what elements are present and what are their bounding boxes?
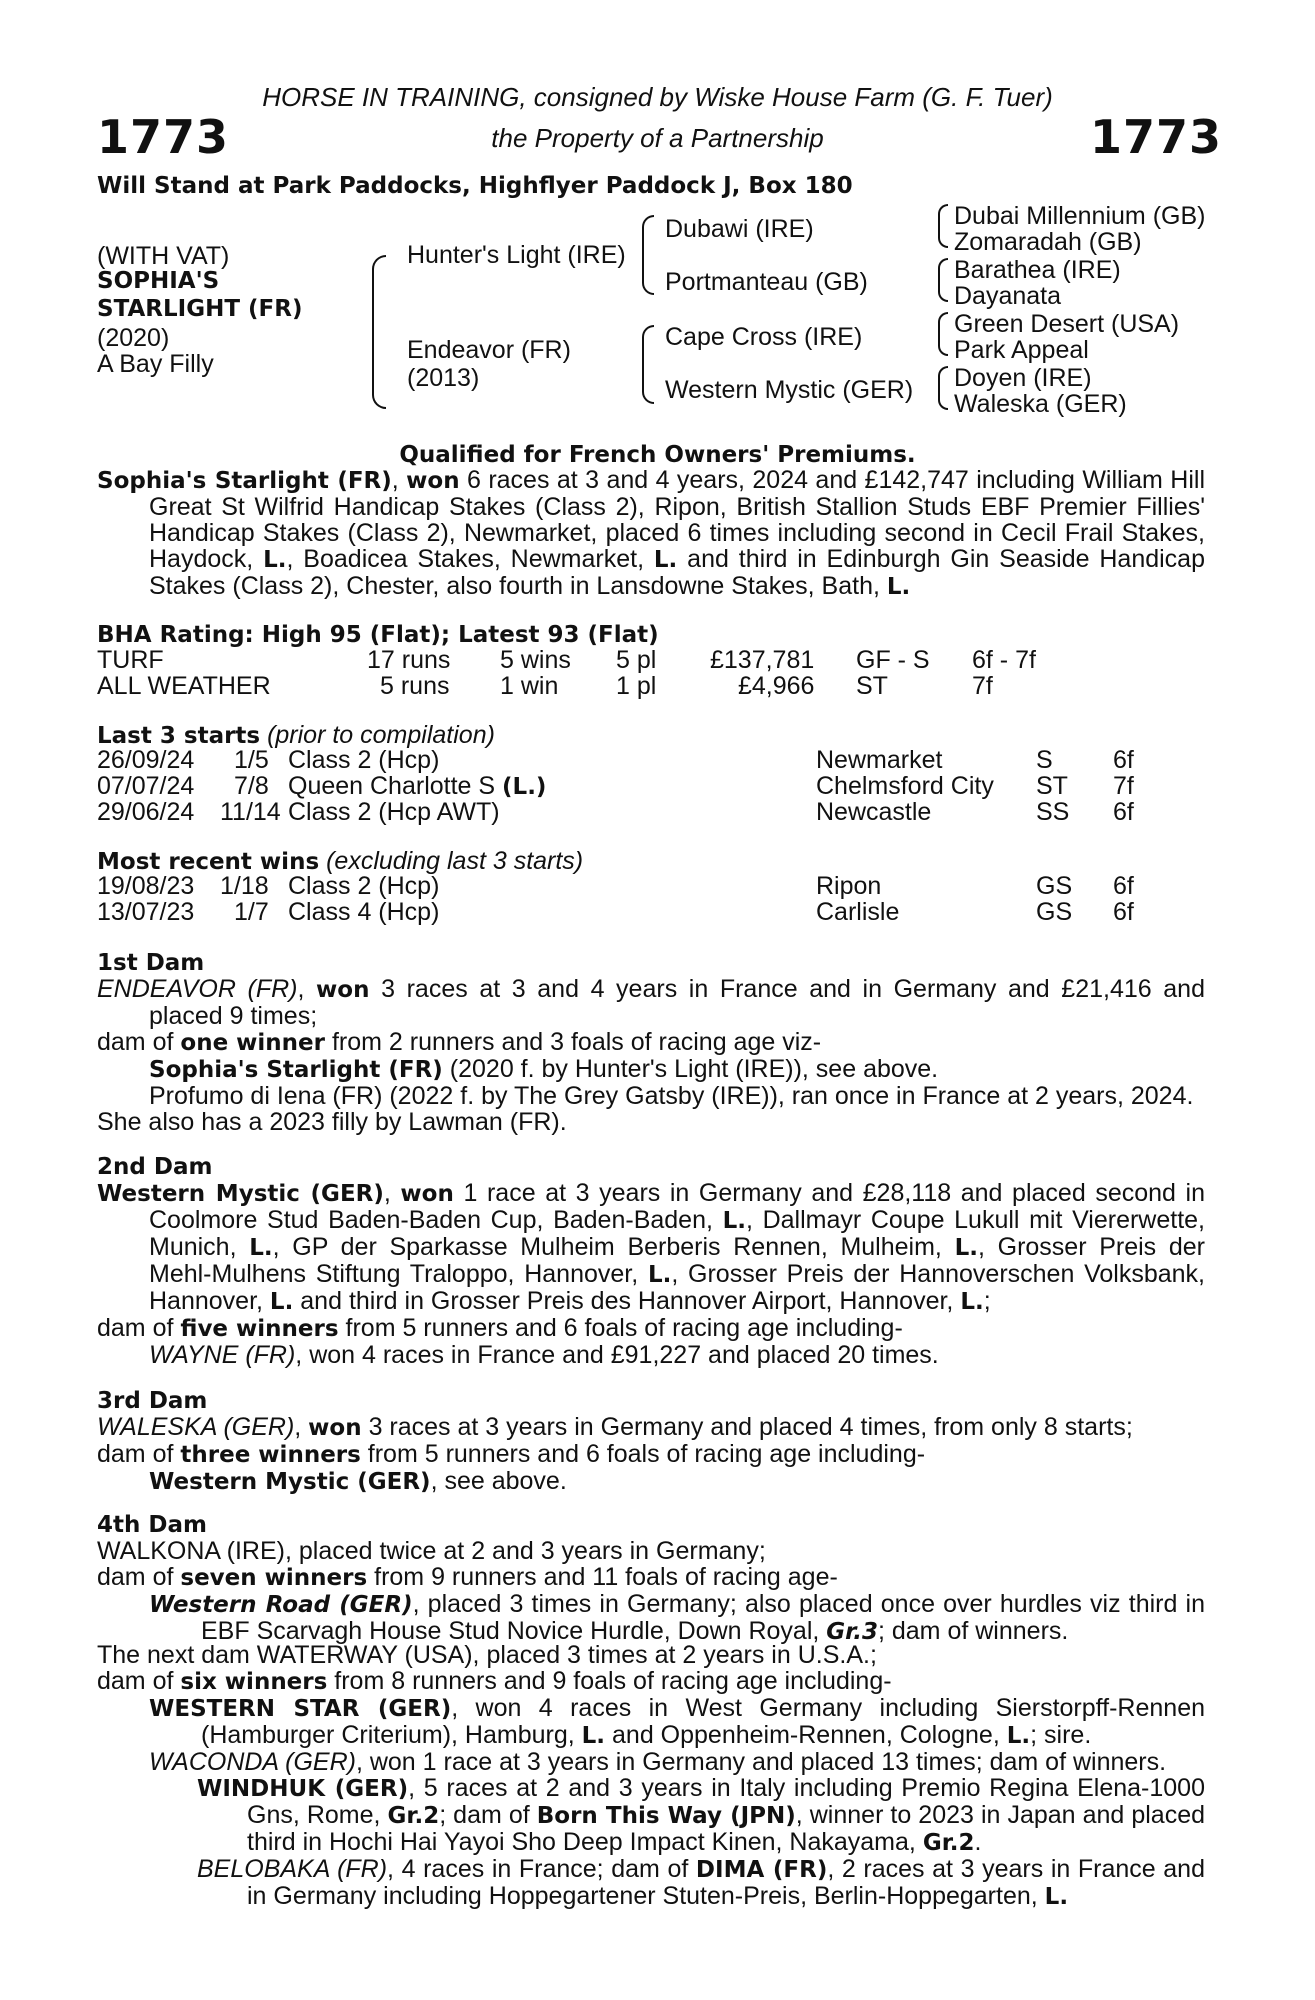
fourth-dam-damof-text: from 9 runners and 11 foals of racing age- — [374, 1563, 838, 1591]
fourth-dam-section — [97, 1512, 1205, 1645]
recent-row1-date: 19/08/23 — [97, 872, 195, 900]
dima-name: DIMA (FR) — [695, 1857, 828, 1883]
race-summary: Sophia's Starlight (FR), won 6 races at 3 and 4 years, 2024 and £142,747 including William Hill Great St Wilfrid Handicap Stakes (Class 2), Ripon, British Stallion Studs EBF Premier Fillies' Handicap Stakes (Class 2), Newmarket, placed 6 times including second in Cecil Frail Stakes, Haydock, L., Boadicea Stakes, Newmarket, L. and third in Edinburgh Gin Seaside Handicap Stakes (Class 2), Chester, also fourth in Lansdowne Stakes, Bath, L. — [97, 466, 1205, 600]
second-dam-damof-text: from 5 runners and 6 foals of racing age including- — [345, 1314, 903, 1342]
born-this-way-name: Born This Way (JPN) — [536, 1803, 796, 1829]
listed-mark: L. — [263, 547, 287, 573]
first-dam-heading: 1st Dam — [97, 950, 205, 976]
pedigree-g6: Park Appeal — [954, 336, 1089, 364]
pedigree-brace-sire — [642, 215, 654, 295]
fourth-dam-heading: 4th Dam — [97, 1512, 207, 1538]
windhuk-name: WINDHUK (GER) — [197, 1776, 409, 1802]
summary-text2: , Boadicea Stakes, Newmarket, — [286, 545, 645, 573]
western-star-t3: ; sire. — [1030, 1721, 1092, 1749]
last3-row2-going: ST — [1036, 772, 1068, 800]
recent-row1-course: Ripon — [816, 872, 882, 900]
pedigree-dam-year: (2013) — [407, 364, 480, 392]
turf-distance: 6f - 7f — [972, 646, 1036, 674]
second-dam-heading: 2nd Dam — [97, 1154, 213, 1180]
last3-row3-going: SS — [1036, 798, 1070, 826]
listed-mark: L. — [269, 1289, 294, 1315]
third-dam-damof: dam of — [97, 1440, 174, 1468]
last3-row2-date: 07/07/24 — [97, 772, 195, 800]
listed-mark: L. — [653, 547, 678, 573]
second-dam-t6: and third in Grosser Preis des Hannover Airport, Hannover, — [300, 1287, 954, 1315]
third-dam-winners: three winners — [180, 1442, 361, 1468]
horse-description: A Bay Filly — [97, 350, 214, 378]
bha-rating-heading: BHA Rating: High 95 (Flat); Latest 93 (Flat) — [97, 622, 659, 648]
last3-row2-race-wrap — [288, 773, 546, 800]
next-dam-section: The next dam WATERWAY (USA), placed 3 times at 2 years in U.S.A.; dam of six winners from 8 runners and 9 foals of racing age including- WESTERN STAR (GER), won 4 races in West Germany including Sierstorpff-Rennen (Hamburger Criterium), Hamburg, L. and Oppenheim-Rennen, Cologne, L.; sire. WACONDA (GER), won 1 race at 3 years in Germany and placed 13 times; dam of winners. WINDHUK (GER), 5 races at 2 and 3 years in Italy including Premio Regina Elena-1000 Gns, Rome, Gr.2; dam of Born This Way (JPN), winner to 2023 in Japan and placed third in Hochi Hai Yayoi Sho Deep Impact Kinen, Nakayama, Gr.2. BELOBAKA (FR), 4 races in France; dam of DIMA (FR), 2 races at 3 years in France and in Germany including Hoppegartener Stuten-Preis, Berlin-Hoppegarten, L. — [97, 1641, 1206, 1910]
last3-heading: Last 3 starts — [97, 723, 261, 749]
second-dam-progeny1-name: WAYNE (FR) — [149, 1341, 296, 1369]
horse-name-line2: STARLIGHT (FR) — [97, 296, 303, 322]
last3-row1-course: Newmarket — [816, 746, 943, 774]
last3-row2-race: Queen Charlotte S — [288, 772, 496, 800]
listed-mark: L. — [886, 574, 911, 600]
windhuk-t1: , 5 races at 2 and 3 years in Italy including Premio Regina Elena-1000 Gns, Rome, — [247, 1774, 1205, 1829]
summary-text3: and third in Edinburgh Gin Seaside Handicap Stakes (Class 2), Chester, also fourth in Lansdowne Stakes, Bath, — [149, 545, 1205, 600]
recent-row2-race: Class 4 (Hcp) — [288, 898, 440, 926]
pedigree-g3: Barathea (IRE) — [954, 256, 1121, 284]
listed-mark: L. — [1006, 1723, 1031, 1749]
last3-row2-dist: 7f — [1113, 772, 1134, 800]
catalogue-title: HORSE IN TRAINING, consigned by Wiske House Farm (G. F. Tuer) — [262, 82, 1053, 112]
pedigree-brace-g1 — [938, 204, 948, 248]
listed-mark: L. — [954, 1235, 978, 1261]
last3-row3-dist: 6f — [1113, 798, 1134, 826]
recent-row2-going: GS — [1036, 898, 1073, 926]
belobaka-name: BELOBAKA (FR) — [197, 1855, 388, 1883]
pedigree-brace-g4 — [938, 366, 948, 410]
summary-horse-name: Sophia's Starlight (FR) — [97, 468, 392, 494]
stand-location: Will Stand at Park Paddocks, Highflyer Paddock J, Box 180 — [97, 173, 853, 199]
summary-text: 6 races at 3 and 4 years, 2024 and £142,747 including William Hill Great St Wilfrid Handicap Stakes (Class 2), Ripon, British Stallion Studs EBF Premier Fillies' Handicap Stakes (Class 2), Newmarket, placed 6 times including second in Cecil Frail Stakes, Haydock, — [149, 466, 1205, 573]
belobaka-t1: , 4 races in France; dam of — [387, 1855, 689, 1883]
second-dam-t1: 1 race at 3 years in Germany and £28,118 and placed second in Coolmore Stud Baden-Baden Cup, Baden-Baden, — [149, 1179, 1205, 1234]
catalogue-subtitle: the Property of a Partnership — [491, 123, 824, 153]
windhuk-t2: ; dam of — [439, 1801, 530, 1829]
group2-mark: Gr.2 — [922, 1830, 975, 1856]
pedigree-g4: Dayanata — [954, 282, 1062, 310]
recent-row2-pos: 1/7 — [234, 898, 269, 926]
pedigree-g2: Zomaradah (GB) — [954, 228, 1142, 256]
recent-row2-date: 13/07/23 — [97, 898, 195, 926]
first-dam-section: 1st Dam ENDEAVOR (FR), won 3 races at 3 and 4 years in France and in Germany and £21,416 and placed 9 times; dam of one winner from 2 runners and 3 foals of racing age viz- Sophia's Starlight (FR) (2020 f. by Hunter's Light (IRE)), see above. Profumo di Iena (FR) (2022 f. by The Grey Gatsby (IRE)), ran once in France at 2 years, 2024. She also has a 2023 filly by Lawman (FR). — [97, 950, 1205, 1136]
third-dam-heading: 3rd Dam — [97, 1388, 208, 1414]
second-dam-t3: , GP der Sparkasse Mulheim Berberis Rennen, Mulheim, — [272, 1233, 942, 1261]
third-dam-damof-text: from 5 runners and 6 foals of racing age including- — [367, 1440, 926, 1468]
recent-heading: Most recent wins — [97, 849, 320, 875]
last3-row2-pos: 7/8 — [234, 772, 269, 800]
lot-number-right: 1773 — [1090, 110, 1223, 164]
first-dam-damof-text: from 2 runners and 3 foals of racing age viz- — [331, 1028, 822, 1056]
turf-prize: £137,781 — [710, 646, 815, 674]
turf-going: GF - S — [856, 646, 930, 674]
second-dam-section: 2nd Dam Western Mystic (GER), won 1 race at 3 years in Germany and £28,118 and placed second in Coolmore Stud Baden-Baden Cup, Baden-Baden, L., Dallmayr Coupe Lukull mit Viererwette, Munich, L., GP der Sparkasse Mulheim Berberis Rennen, Mulheim, L., Grosser Preis der Mehl-Mulhens Stiftung Traloppo, Hannover, L., Grosser Preis der Hannoverschen Volksbank, Hannover, L. and third in Grosser Preis des Hannover Airport, Hannover, L.; dam of five winners from 5 runners and 6 foals of racing age including- WAYNE (FR), won 4 races in France and £91,227 and placed 20 times. — [97, 1154, 1206, 1369]
next-dam-damof-text: from 8 runners and 9 foals of racing age including- — [334, 1667, 892, 1695]
listed-mark: L. — [647, 1262, 672, 1288]
recent-row1-dist: 6f — [1113, 872, 1134, 900]
group3-mark: Gr.3 — [826, 1619, 878, 1645]
last3-note: (prior to compilation) — [267, 721, 495, 749]
listed-mark: L. — [249, 1235, 273, 1261]
pedigree-dam: Endeavor (FR) — [407, 336, 571, 364]
fourth-dam-winners: seven winners — [180, 1565, 368, 1591]
recent-row1-going: GS — [1036, 872, 1073, 900]
next-dam-text: The next dam WATERWAY (USA), placed 3 times at 2 years in U.S.A.; — [97, 1641, 877, 1669]
second-dam-t4: , Grosser Preis der Mehl-Mulhens Stiftung Traloppo, Hannover, — [149, 1233, 1206, 1288]
third-dam-progeny1-name: Western Mystic (GER) — [149, 1469, 431, 1495]
fourth-dam-progeny1-end: ; dam of winners. — [877, 1617, 1069, 1645]
belobaka-t2: , 2 races at 3 years in France and in Germany including Hoppegartener Stuten-Preis, Berlin-Hoppegarten, — [247, 1855, 1205, 1910]
third-dam-name: WALESKA (GER) — [97, 1413, 295, 1441]
pedigree-g8: Waleska (GER) — [954, 390, 1127, 418]
pedigree-brace-dam — [642, 325, 654, 404]
pedigree-brace-g2 — [938, 258, 948, 302]
pedigree-dam-dam: Western Mystic (GER) — [665, 376, 914, 404]
first-dam-progeny1-text: (2020 f. by Hunter's Light (IRE)), see above. — [449, 1055, 939, 1083]
horse-name-line1: SOPHIA'S — [97, 268, 220, 294]
horse-year: (2020) — [97, 324, 170, 352]
group2-mark: Gr.2 — [387, 1803, 440, 1829]
fourth-dam-text: WALKONA (IRE), placed twice at 2 and 3 years in Germany; — [97, 1537, 766, 1565]
first-dam-winners: one winner — [180, 1030, 325, 1056]
last3-row1-date: 26/09/24 — [97, 746, 195, 774]
third-dam-text: 3 races at 3 years in Germany and placed 4 times, from only 8 starts; — [368, 1413, 1133, 1441]
pedigree-brace-g3 — [938, 312, 948, 356]
last3-row2-listed: (L.) — [502, 774, 547, 800]
turf-runs: 17 runs — [367, 646, 451, 674]
last3-row3-pos: 11/14 — [220, 798, 281, 826]
western-star-t2: and Oppenheim-Rennen, Cologne, — [612, 1721, 1000, 1749]
pedigree-brace-main — [372, 255, 386, 409]
second-dam-t2: , Dallmayr Coupe Lukull mit Viererwette, Munich, — [149, 1206, 1205, 1261]
first-dam-name: ENDEAVOR (FR) — [97, 975, 298, 1003]
last3-row1-race: Class 2 (Hcp) — [288, 746, 440, 774]
turf-placed: 5 pl — [616, 646, 657, 674]
listed-mark: L. — [960, 1289, 984, 1315]
pedigree-g1: Dubai Millennium (GB) — [954, 202, 1206, 230]
aw-runs: 5 runs — [380, 672, 450, 700]
waconda-name: WACONDA (GER) — [149, 1748, 356, 1776]
recent-note: (excluding last 3 starts) — [326, 847, 584, 875]
listed-mark: L. — [722, 1208, 746, 1234]
last3-row1-dist: 6f — [1113, 746, 1134, 774]
third-dam-won: won — [308, 1415, 362, 1441]
second-dam-won: won — [400, 1181, 454, 1207]
second-dam-progeny1-text: , won 4 races in France and £91,227 and placed 20 times. — [295, 1341, 939, 1369]
pedigree-g5: Green Desert (USA) — [954, 310, 1180, 338]
recent-row2-course: Carlisle — [816, 898, 900, 926]
summary-won: won — [406, 468, 460, 494]
fourth-dam-progeny1-text: , placed 3 times in Germany; also placed once over hurdles viz third in EBF Scarvagh House Stud Novice Hurdle, Down Royal, — [201, 1590, 1205, 1645]
aw-label: ALL WEATHER — [97, 672, 271, 700]
next-dam-winners: six winners — [180, 1669, 328, 1695]
pedigree-sire-sire: Dubawi (IRE) — [665, 215, 814, 243]
second-dam-t5: , Grosser Preis der Hannoverschen Volksbank, Hannover, — [149, 1260, 1205, 1315]
last3-row1-pos: 1/5 — [234, 746, 269, 774]
pedigree-g7: Doyen (IRE) — [954, 364, 1092, 392]
aw-placed: 1 pl — [616, 672, 657, 700]
aw-wins: 1 win — [500, 672, 559, 700]
vat-note: (WITH VAT) — [97, 242, 230, 270]
fourth-dam-damof: dam of — [97, 1563, 174, 1591]
listed-mark: L. — [581, 1723, 606, 1749]
aw-distance: 7f — [972, 672, 993, 700]
waconda-text: , won 1 race at 3 years in Germany and placed 13 times; dam of winners. — [355, 1748, 1167, 1776]
lot-number-left: 1773 — [97, 110, 230, 164]
first-dam-progeny2: Profumo di Iena (FR) (2022 f. by The Grey Gatsby (IRE)), ran once in France at 2 years, 2024. — [149, 1082, 1194, 1110]
second-dam-damof: dam of — [97, 1314, 174, 1342]
pedigree-sire: Hunter's Light (IRE) — [407, 241, 626, 269]
last3-row3-race: Class 2 (Hcp AWT) — [288, 798, 500, 826]
third-dam-section: 3rd Dam WALESKA (GER), won 3 races at 3 years in Germany and placed 4 times, from only 8 starts; dam of three winners from 5 runners and 6 foals of racing age including- Western Mystic (GER), see above. — [97, 1388, 1205, 1495]
recent-row1-race: Class 2 (Hcp) — [288, 872, 440, 900]
second-dam-winners: five winners — [180, 1316, 339, 1342]
western-star-name: WESTERN STAR (GER) — [149, 1696, 452, 1722]
first-dam-damof: dam of — [97, 1028, 174, 1056]
first-dam-won: won — [316, 977, 370, 1003]
last3-row2-course: Chelmsford City — [816, 772, 994, 800]
turf-label: TURF — [97, 646, 164, 674]
aw-going: ST — [856, 672, 888, 700]
first-dam-text: 3 races at 3 and 4 years in France and in Germany and £21,416 and placed 9 times; — [149, 975, 1205, 1030]
first-dam-also: She also has a 2023 filly by Lawman (FR). — [97, 1108, 567, 1136]
recent-row1-pos: 1/18 — [220, 872, 269, 900]
third-dam-progeny1-text: , see above. — [430, 1467, 567, 1495]
last3-row3-course: Newcastle — [816, 798, 932, 826]
pedigree-dam-sire: Cape Cross (IRE) — [665, 323, 863, 351]
western-star-t1: , won 4 races in West Germany including Sierstorpff-Rennen (Hamburger Criterium), Hamburg, — [201, 1694, 1205, 1749]
aw-prize: £4,966 — [738, 672, 815, 700]
listed-mark: L. — [1044, 1884, 1069, 1910]
pedigree-sire-dam: Portmanteau (GB) — [665, 268, 868, 296]
next-dam-damof: dam of — [97, 1667, 174, 1695]
fourth-dam-progeny1-name: Western Road (GER) — [149, 1592, 413, 1618]
second-dam-name: Western Mystic (GER) — [97, 1181, 384, 1207]
first-dam-progeny1-name: Sophia's Starlight (FR) — [149, 1057, 443, 1083]
windhuk-t3: , winner to 2023 in Japan and placed third in Hochi Hai Yayoi Sho Deep Impact Kinen, Nakayama, — [247, 1801, 1206, 1856]
last3-row1-going: S — [1036, 746, 1053, 774]
last3-row3-date: 29/06/24 — [97, 798, 195, 826]
qualified-note: Qualified for French Owners' Premiums. — [399, 442, 916, 468]
turf-wins: 5 wins — [500, 646, 571, 674]
recent-row2-dist: 6f — [1113, 898, 1134, 926]
